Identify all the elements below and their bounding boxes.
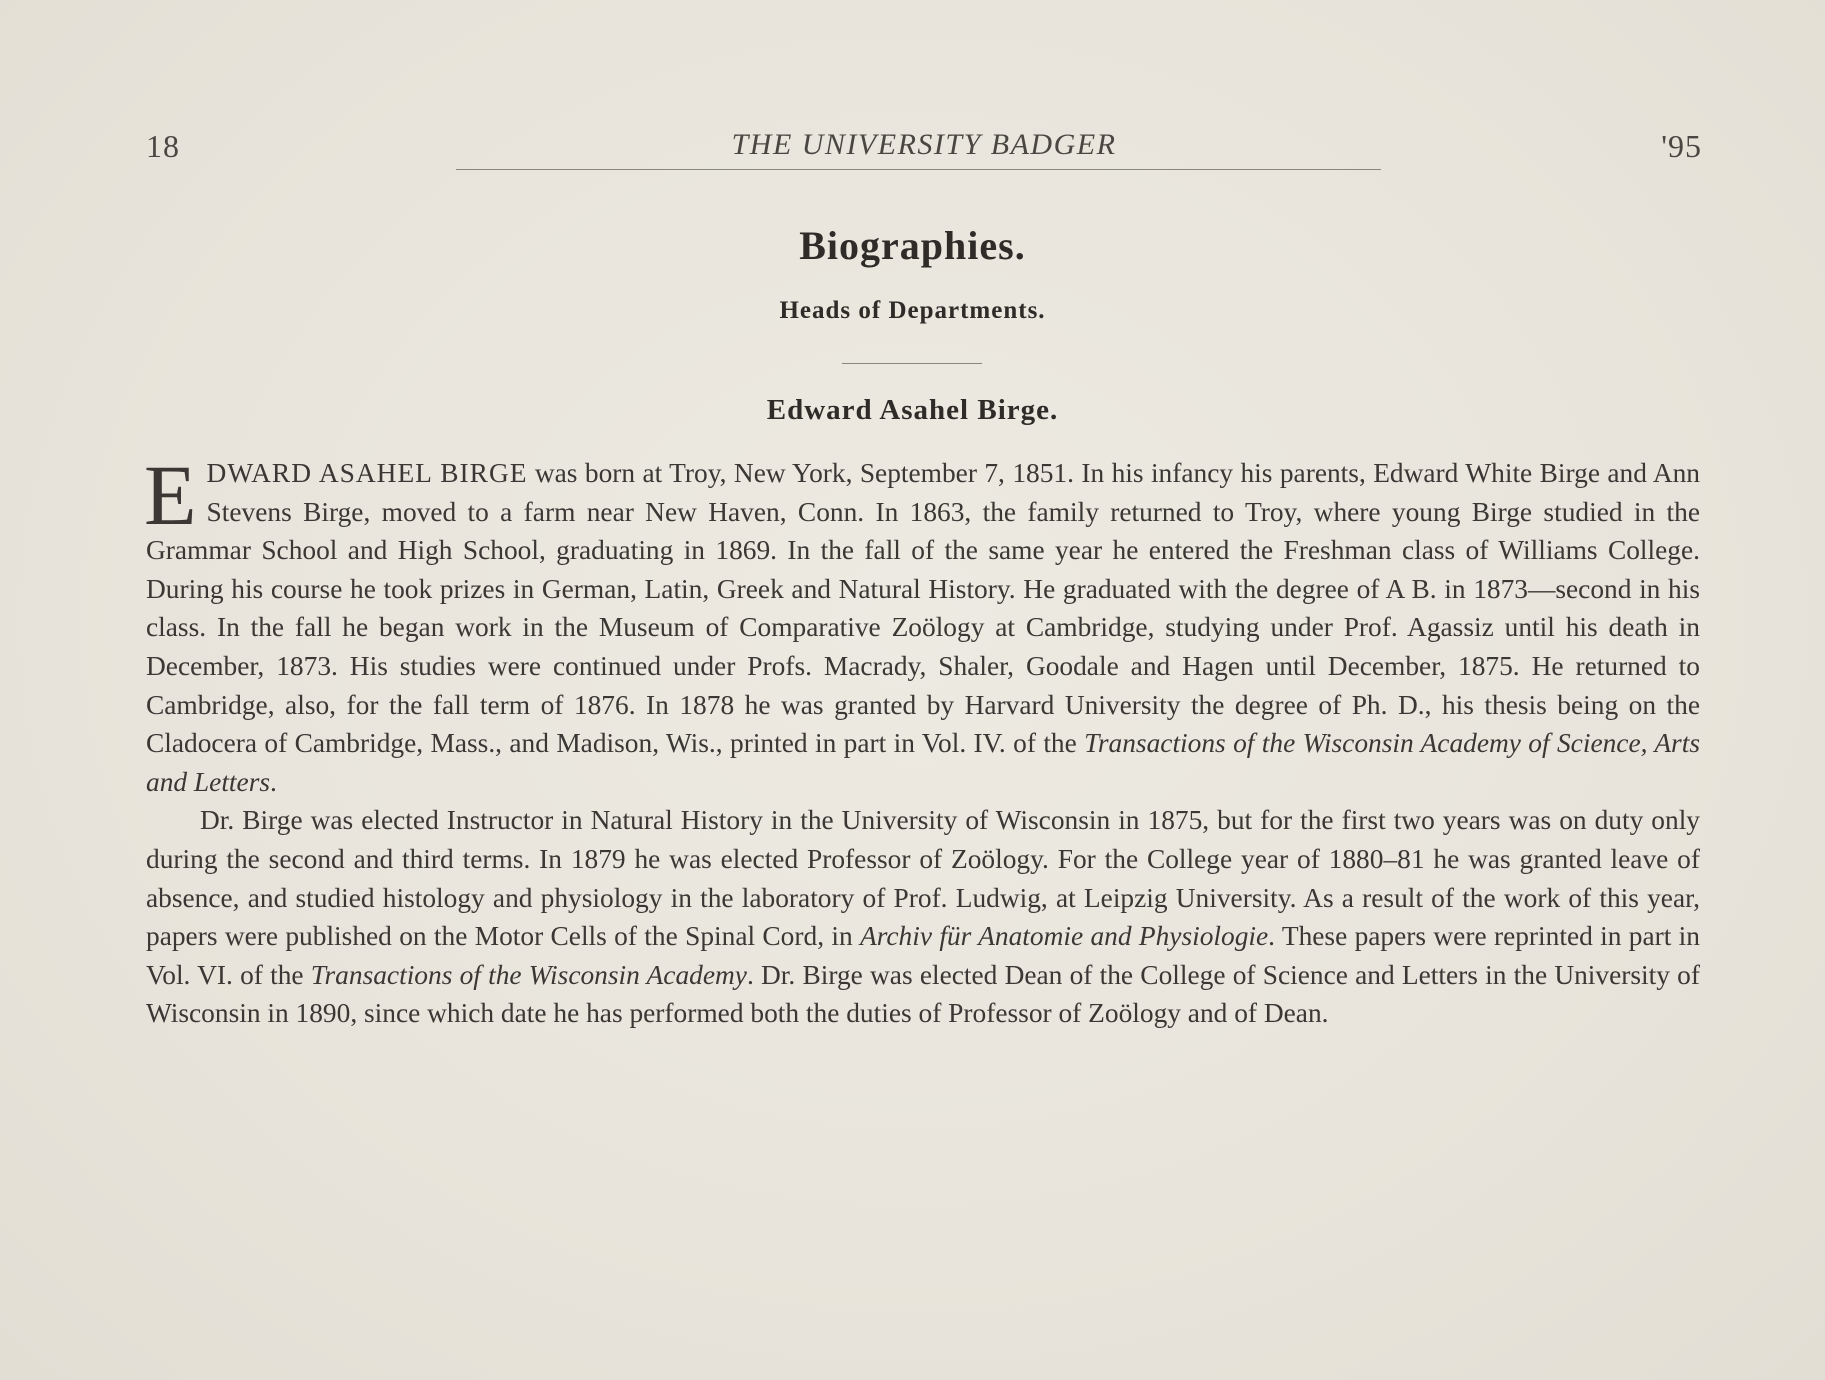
paragraph-1 [144,447,1700,801]
section-subtitle: Heads of Departments. [779,297,1046,324]
paragraph-2-italic-1: Archiv für Anatomie and Physiologie [860,921,1269,952]
paragraph-2-text-3: . Dr. Birge was elected Dean of the College of Science and Letters in the University of Wisconsin in 1890, since which date he has performed both the duties of Professor of Zoölogy and of Dean. [146,959,1700,1029]
section-title: Biographies. [799,223,1026,268]
paragraph-2-text-1: Dr. Birge was elected Instructor in Natural History in the University of Wisconsin in 1875, but for the first two years was on duty only during the second and third terms. In 1879 he was elected Professor of Zoölogy. For the College year of 1880–81 he was granted leave of absence, and studied histology and physiology in the laboratory of Prof. Ludwig, at Leipzig University. As a result of the work of this year, papers were published on the Motor Cells of the Spinal Cord, in [146,805,1700,952]
header-rule [456,169,1381,170]
person-name-heading: Edward Asahel Birge. [766,394,1059,426]
drop-cap: E [144,447,197,543]
biography-body [144,447,1700,1033]
year-label: '95 [1661,128,1702,164]
paragraph-1-text: was born at Troy, New York, September 7, 1851. In his infancy his parents, Edward White Birge and Ann Stevens Birge, moved to a farm near New Haven, Conn. In 1863, the family returned to Troy, where young Birge studied in the Grammar School and High School, graduating in 1869. In the fall of the same year he entered the Freshman class of Williams College. During his course he took prizes in German, Latin, Greek and Natural History. He graduated with the degree of A B. in 1873—second in his class. In the fall he began work in the Museum of Comparative Zoölogy at Cambridge, studying under Prof. Agassiz until his death in December, 1873. His studies were continued under Profs. Macrady, Shaler, Goodale and Hagen until December, 1875. He returned to Cambridge, also, for the fall term of 1876. In 1878 he was granted by Harvard University the degree of Ph. D., his thesis being on the Cladocera of Cambridge, Mass., and Madison, Wis., printed in part in Vol. IV. of the [146,458,1700,759]
paragraph-2-text-2: . These papers were reprinted in part in Vol. VI. of the [146,921,1700,990]
paragraph-1-end: . [270,766,277,797]
paragraph-1-lead: DWARD ASAHEL BIRGE [206,458,528,488]
paragraph-2 [146,801,1700,1033]
running-header [146,128,1702,178]
divider-rule [842,363,982,364]
journal-title: THE UNIVERSITY BADGER [731,128,1117,161]
paragraph-2-italic-2: Transactions of the Wisconsin Academy [310,959,747,990]
paragraph-1-italic: Transactions of the Wisconsin Academy of Science, Arts and Letters [146,728,1700,797]
page-number: 18 [146,128,180,164]
